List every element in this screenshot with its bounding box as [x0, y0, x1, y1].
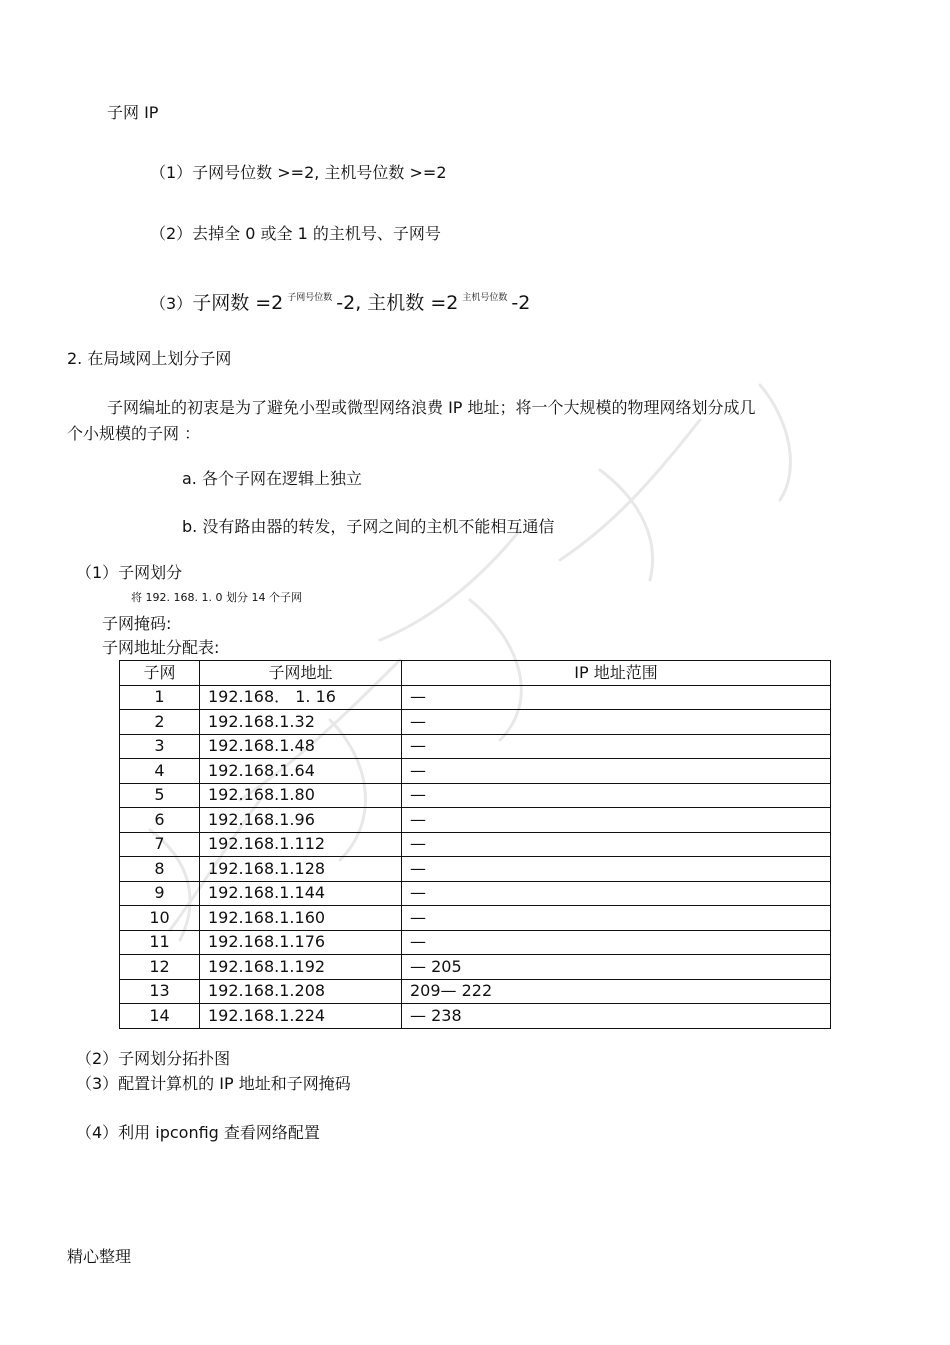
cell-ip-range: —	[402, 734, 831, 759]
table-row	[120, 783, 831, 808]
point-b: b. 没有路由器的转发，子网之间的主机不能相互通信	[182, 517, 555, 536]
intro-line-1: 子网编址的初衷是为了避免小型或微型网络浪费 IP 地址；将一个大规模的物理网络划分成几	[107, 398, 756, 417]
table-row	[120, 1004, 831, 1029]
cell-subnet: 12	[120, 955, 200, 980]
cell-ip-range: — 238	[402, 1004, 831, 1029]
step3-title: （3）配置计算机的 IP 地址和子网掩码	[76, 1074, 351, 1093]
rule-2: （2）去掉全 0 或全 1 的主机号、子网号	[150, 224, 441, 243]
header-ip-range: IP 地址范围	[402, 661, 831, 686]
cell-ip-range: —	[402, 857, 831, 882]
formula-line	[150, 288, 530, 314]
table-row	[120, 808, 831, 833]
cell-ip-range: —	[402, 930, 831, 955]
cell-subnet-address: 192.168.1.48	[200, 734, 402, 759]
table-row	[120, 881, 831, 906]
cell-subnet: 6	[120, 808, 200, 833]
formula-prefix: （3）	[150, 294, 193, 313]
table-row	[120, 710, 831, 735]
cell-subnet-address: 192.168.1.176	[200, 930, 402, 955]
step1-title: （1）子网划分	[76, 563, 183, 582]
step2-title: （2）子网划分拓扑图	[76, 1049, 231, 1068]
step4-title: （4）利用 ipconfig 查看网络配置	[76, 1123, 320, 1142]
cell-subnet-address: 192.168.1.80	[200, 783, 402, 808]
cell-ip-range: — 205	[402, 955, 831, 980]
cell-subnet: 11	[120, 930, 200, 955]
table-row	[120, 906, 831, 931]
cell-subnet-address: 192.168． 1. 16	[200, 685, 402, 710]
cell-ip-range: —	[402, 832, 831, 857]
table-row	[120, 979, 831, 1004]
cell-subnet-address: 192.168.1.160	[200, 906, 402, 931]
cell-subnet: 13	[120, 979, 200, 1004]
formula-part1: 子网数 =2	[192, 292, 284, 314]
subnet-allocation-table	[119, 660, 831, 1029]
cell-subnet-address: 192.168.1.32	[200, 710, 402, 735]
cell-ip-range: —	[402, 759, 831, 784]
formula-part3: -2	[511, 292, 531, 314]
cell-ip-range: —	[402, 710, 831, 735]
cell-subnet-address: 192.168.1.96	[200, 808, 402, 833]
cell-ip-range: —	[402, 808, 831, 833]
cell-subnet-address: 192.168.1.144	[200, 881, 402, 906]
header-subnet-address: 子网地址	[200, 661, 402, 686]
section2-title: 2. 在局域网上划分子网	[67, 349, 232, 368]
cell-subnet: 14	[120, 1004, 200, 1029]
table-row	[120, 685, 831, 710]
header-subnet: 子网	[120, 661, 200, 686]
table-header-row	[120, 661, 831, 686]
formula-part2: -2, 主机数 =2	[336, 292, 459, 314]
cell-subnet-address: 192.168.1.208	[200, 979, 402, 1004]
mask-label: 子网掩码:	[102, 614, 172, 633]
cell-subnet: 10	[120, 906, 200, 931]
table-row	[120, 955, 831, 980]
cell-subnet: 9	[120, 881, 200, 906]
table-row	[120, 857, 831, 882]
cell-subnet-address: 192.168.1.224	[200, 1004, 402, 1029]
point-a: a. 各个子网在逻辑上独立	[182, 469, 362, 488]
table-row	[120, 832, 831, 857]
table-row	[120, 759, 831, 784]
cell-subnet: 5	[120, 783, 200, 808]
cell-ip-range: —	[402, 783, 831, 808]
cell-ip-range: 209— 222	[402, 979, 831, 1004]
cell-subnet: 3	[120, 734, 200, 759]
intro-line-2: 个小规模的子网 ：	[67, 424, 201, 443]
cell-subnet-address: 192.168.1.192	[200, 955, 402, 980]
cell-subnet: 1	[120, 685, 200, 710]
cell-subnet: 7	[120, 832, 200, 857]
cell-subnet-address: 192.168.1.64	[200, 759, 402, 784]
step1-note: 将 192. 168. 1. 0 划分 14 个子网	[131, 591, 302, 604]
cell-subnet: 8	[120, 857, 200, 882]
cell-ip-range: —	[402, 881, 831, 906]
formula-sup2: 主机号位数	[462, 293, 508, 303]
rule-1: （1）子网号位数 >=2, 主机号位数 >=2	[150, 163, 447, 182]
cell-ip-range: —	[402, 906, 831, 931]
formula-sup1: 子网号位数	[287, 293, 333, 303]
alloc-label: 子网地址分配表:	[102, 638, 220, 657]
table-row	[120, 734, 831, 759]
heading-subnet-ip: 子网 IP	[107, 103, 159, 122]
cell-subnet: 2	[120, 710, 200, 735]
cell-subnet: 4	[120, 759, 200, 784]
cell-subnet-address: 192.168.1.112	[200, 832, 402, 857]
table-row	[120, 930, 831, 955]
footer-text: 精心整理	[67, 1247, 132, 1266]
cell-ip-range: —	[402, 685, 831, 710]
cell-subnet-address: 192.168.1.128	[200, 857, 402, 882]
